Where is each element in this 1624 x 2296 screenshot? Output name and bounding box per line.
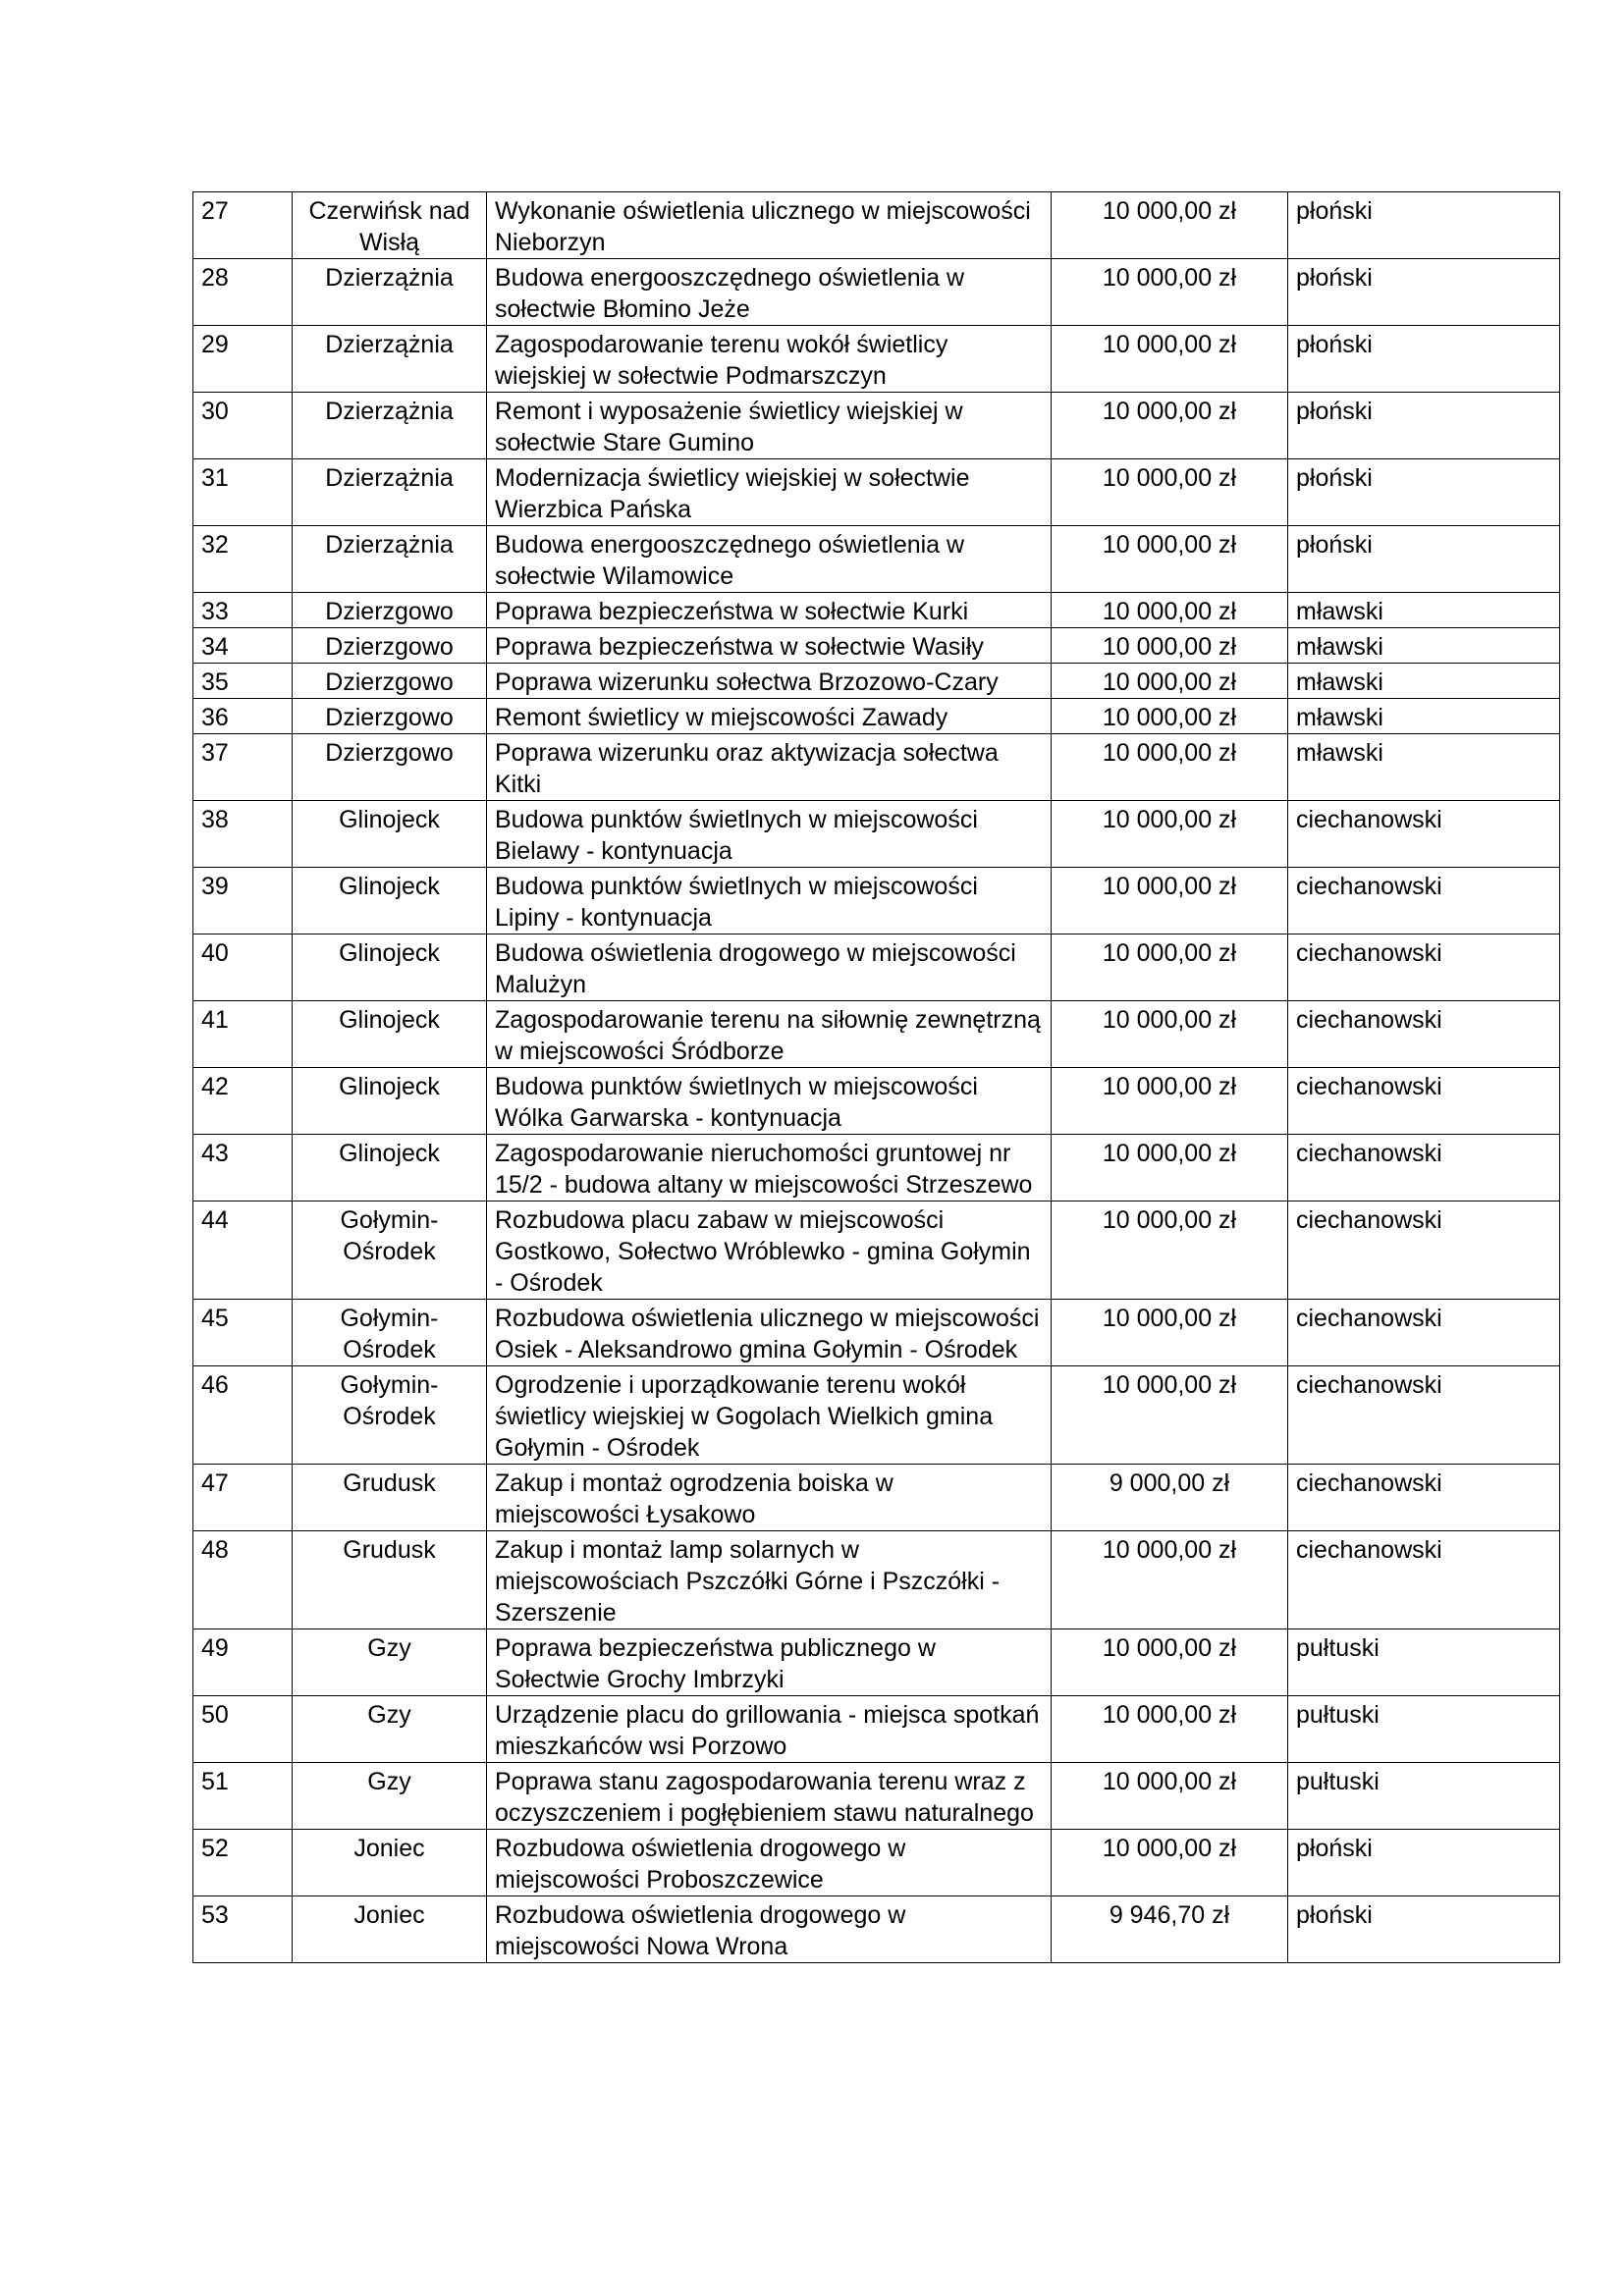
table-row	[193, 1300, 1560, 1366]
row-number: 36	[193, 699, 293, 734]
task-description-cell: Urządzenie placu do grillowania - miejsca spotkań mieszkańców wsi Porzowo	[487, 1696, 1052, 1763]
gmina-cell: Gołymin-Ośrodek	[293, 1201, 487, 1300]
table-row	[193, 628, 1560, 664]
row-number: 32	[193, 526, 293, 593]
powiat-cell: ciechanowski	[1288, 1201, 1560, 1300]
powiat-cell: mławski	[1288, 628, 1560, 664]
powiat-cell: płoński	[1288, 1896, 1560, 1963]
table-row	[193, 1896, 1560, 1963]
row-number: 47	[193, 1465, 293, 1531]
powiat-cell: mławski	[1288, 593, 1560, 628]
task-description-cell: Poprawa bezpieczeństwa w sołectwie Kurki	[487, 593, 1052, 628]
gmina-cell: Dzierzgowo	[293, 699, 487, 734]
gmina-cell: Grudusk	[293, 1531, 487, 1629]
powiat-cell: pułtuski	[1288, 1763, 1560, 1830]
amount-cell: 10 000,00 zł	[1052, 868, 1288, 934]
gmina-cell: Gzy	[293, 1763, 487, 1830]
table-row	[193, 934, 1560, 1001]
table-row	[193, 1068, 1560, 1135]
task-description-cell: Zakup i montaż lamp solarnych w miejscowościach Pszczółki Górne i Pszczółki - Szerszenie	[487, 1531, 1052, 1629]
amount-cell: 10 000,00 zł	[1052, 1001, 1288, 1068]
task-description-cell: Rozbudowa oświetlenia drogowego w miejscowości Proboszczewice	[487, 1830, 1052, 1896]
row-number: 38	[193, 801, 293, 868]
amount-cell: 10 000,00 zł	[1052, 1531, 1288, 1629]
amount-cell: 10 000,00 zł	[1052, 801, 1288, 868]
row-number: 31	[193, 459, 293, 526]
task-description-cell: Budowa energooszczędnego oświetlenia w sołectwie Błomino Jeże	[487, 259, 1052, 326]
row-number: 53	[193, 1896, 293, 1963]
powiat-cell: mławski	[1288, 664, 1560, 699]
task-description-cell: Zagospodarowanie nieruchomości gruntowej nr 15/2 - budowa altany w miejscowości Strzeszewo	[487, 1135, 1052, 1201]
gmina-cell: Dzierzążnia	[293, 459, 487, 526]
table-body	[193, 192, 1560, 1963]
powiat-cell: płoński	[1288, 459, 1560, 526]
row-number: 42	[193, 1068, 293, 1135]
task-description-cell: Poprawa wizerunku sołectwa Brzozowo-Czary	[487, 664, 1052, 699]
table-row	[193, 868, 1560, 934]
row-number: 43	[193, 1135, 293, 1201]
task-description-cell: Budowa punktów świetlnych w miejscowości Lipiny - kontynuacja	[487, 868, 1052, 934]
task-description-cell: Budowa energooszczędnego oświetlenia w sołectwie Wilamowice	[487, 526, 1052, 593]
table-row	[193, 1629, 1560, 1696]
table-row	[193, 1366, 1560, 1465]
gmina-cell: Glinojeck	[293, 1068, 487, 1135]
amount-cell: 10 000,00 zł	[1052, 1201, 1288, 1300]
row-number: 30	[193, 393, 293, 459]
task-description-cell: Zakup i montaż ogrodzenia boiska w miejscowości Łysakowo	[487, 1465, 1052, 1531]
table-row	[193, 1763, 1560, 1830]
task-description-cell: Rozbudowa placu zabaw w miejscowości Gostkowo, Sołectwo Wróblewko - gmina Gołymin - Ośrodek	[487, 1201, 1052, 1300]
row-number: 37	[193, 734, 293, 801]
gmina-cell: Dzierzgowo	[293, 628, 487, 664]
row-number: 52	[193, 1830, 293, 1896]
gmina-cell: Glinojeck	[293, 1001, 487, 1068]
powiat-cell: ciechanowski	[1288, 1135, 1560, 1201]
task-description-cell: Budowa punktów świetlnych w miejscowości Wólka Garwarska - kontynuacja	[487, 1068, 1052, 1135]
table-row	[193, 393, 1560, 459]
amount-cell: 10 000,00 zł	[1052, 459, 1288, 526]
row-number: 50	[193, 1696, 293, 1763]
powiat-cell: ciechanowski	[1288, 1068, 1560, 1135]
powiat-cell: mławski	[1288, 734, 1560, 801]
powiat-cell: ciechanowski	[1288, 868, 1560, 934]
task-description-cell: Budowa punktów świetlnych w miejscowości Bielawy - kontynuacja	[487, 801, 1052, 868]
gmina-cell: Dzierzążnia	[293, 259, 487, 326]
powiat-cell: płoński	[1288, 259, 1560, 326]
task-description-cell: Wykonanie oświetlenia ulicznego w miejscowości Nieborzyn	[487, 192, 1052, 259]
gmina-cell: Dzierzgowo	[293, 734, 487, 801]
gmina-cell: Gołymin-Ośrodek	[293, 1300, 487, 1366]
row-number: 41	[193, 1001, 293, 1068]
row-number: 35	[193, 664, 293, 699]
task-description-cell: Ogrodzenie i uporządkowanie terenu wokół świetlicy wiejskiej w Gogolach Wielkich gmina Gołymin - Ośrodek	[487, 1366, 1052, 1465]
gmina-cell: Glinojeck	[293, 934, 487, 1001]
row-number: 29	[193, 326, 293, 393]
powiat-cell: płoński	[1288, 192, 1560, 259]
table-row	[193, 801, 1560, 868]
task-description-cell: Rozbudowa oświetlenia ulicznego w miejscowości Osiek - Aleksandrowo gmina Gołymin - Ośrodek	[487, 1300, 1052, 1366]
amount-cell: 10 000,00 zł	[1052, 593, 1288, 628]
row-number: 28	[193, 259, 293, 326]
gmina-cell: Joniec	[293, 1896, 487, 1963]
amount-cell: 9 000,00 zł	[1052, 1465, 1288, 1531]
gmina-cell: Gzy	[293, 1629, 487, 1696]
gmina-cell: Dzierzgowo	[293, 593, 487, 628]
powiat-cell: ciechanowski	[1288, 934, 1560, 1001]
powiat-cell: ciechanowski	[1288, 801, 1560, 868]
powiat-cell: płoński	[1288, 1830, 1560, 1896]
amount-cell: 10 000,00 zł	[1052, 1300, 1288, 1366]
powiat-cell: pułtuski	[1288, 1696, 1560, 1763]
table-row	[193, 1696, 1560, 1763]
powiat-cell: płoński	[1288, 326, 1560, 393]
row-number: 39	[193, 868, 293, 934]
amount-cell: 10 000,00 zł	[1052, 1366, 1288, 1465]
gmina-cell: Glinojeck	[293, 801, 487, 868]
gmina-cell: Gzy	[293, 1696, 487, 1763]
amount-cell: 10 000,00 zł	[1052, 1629, 1288, 1696]
row-number: 49	[193, 1629, 293, 1696]
amount-cell: 10 000,00 zł	[1052, 664, 1288, 699]
gmina-cell: Dzierzgowo	[293, 664, 487, 699]
task-description-cell: Remont i wyposażenie świetlicy wiejskiej w sołectwie Stare Gumino	[487, 393, 1052, 459]
table-row	[193, 259, 1560, 326]
row-number: 51	[193, 1763, 293, 1830]
task-description-cell: Poprawa bezpieczeństwa w sołectwie Wasiły	[487, 628, 1052, 664]
amount-cell: 10 000,00 zł	[1052, 526, 1288, 593]
powiat-cell: ciechanowski	[1288, 1531, 1560, 1629]
gmina-cell: Grudusk	[293, 1465, 487, 1531]
task-description-cell: Poprawa stanu zagospodarowania terenu wraz z oczyszczeniem i pogłębieniem stawu naturalnego	[487, 1763, 1052, 1830]
task-description-cell: Remont świetlicy w miejscowości Zawady	[487, 699, 1052, 734]
row-number: 40	[193, 934, 293, 1001]
table-row	[193, 192, 1560, 259]
table-row	[193, 1001, 1560, 1068]
powiat-cell: ciechanowski	[1288, 1001, 1560, 1068]
grants-table	[192, 191, 1560, 1963]
powiat-cell: ciechanowski	[1288, 1465, 1560, 1531]
task-description-cell: Rozbudowa oświetlenia drogowego w miejscowości Nowa Wrona	[487, 1896, 1052, 1963]
amount-cell: 10 000,00 zł	[1052, 628, 1288, 664]
row-number: 44	[193, 1201, 293, 1300]
table-row	[193, 699, 1560, 734]
gmina-cell: Czerwińsk nad Wisłą	[293, 192, 487, 259]
table-row	[193, 326, 1560, 393]
task-description-cell: Poprawa bezpieczeństwa publicznego w Sołectwie Grochy Imbrzyki	[487, 1629, 1052, 1696]
table-row	[193, 1465, 1560, 1531]
table-row	[193, 1135, 1560, 1201]
row-number: 33	[193, 593, 293, 628]
powiat-cell: mławski	[1288, 699, 1560, 734]
powiat-cell: ciechanowski	[1288, 1300, 1560, 1366]
row-number: 34	[193, 628, 293, 664]
gmina-cell: Dzierzążnia	[293, 393, 487, 459]
task-description-cell: Poprawa wizerunku oraz aktywizacja sołectwa Kitki	[487, 734, 1052, 801]
amount-cell: 10 000,00 zł	[1052, 1135, 1288, 1201]
task-description-cell: Modernizacja świetlicy wiejskiej w sołectwie Wierzbica Pańska	[487, 459, 1052, 526]
amount-cell: 10 000,00 zł	[1052, 1830, 1288, 1896]
row-number: 27	[193, 192, 293, 259]
gmina-cell: Gołymin-Ośrodek	[293, 1366, 487, 1465]
powiat-cell: pułtuski	[1288, 1629, 1560, 1696]
table-row	[193, 593, 1560, 628]
amount-cell: 10 000,00 zł	[1052, 259, 1288, 326]
row-number: 48	[193, 1531, 293, 1629]
amount-cell: 10 000,00 zł	[1052, 1763, 1288, 1830]
gmina-cell: Glinojeck	[293, 1135, 487, 1201]
gmina-cell: Dzierzążnia	[293, 326, 487, 393]
amount-cell: 9 946,70 zł	[1052, 1896, 1288, 1963]
powiat-cell: ciechanowski	[1288, 1366, 1560, 1465]
table-row	[193, 459, 1560, 526]
task-description-cell: Budowa oświetlenia drogowego w miejscowości Malużyn	[487, 934, 1052, 1001]
table-row	[193, 526, 1560, 593]
table-row	[193, 664, 1560, 699]
amount-cell: 10 000,00 zł	[1052, 699, 1288, 734]
amount-cell: 10 000,00 zł	[1052, 192, 1288, 259]
gmina-cell: Dzierzążnia	[293, 526, 487, 593]
task-description-cell: Zagospodarowanie terenu na siłownię zewnętrzną w miejscowości Śródborze	[487, 1001, 1052, 1068]
task-description-cell: Zagospodarowanie terenu wokół świetlicy wiejskiej w sołectwie Podmarszczyn	[487, 326, 1052, 393]
gmina-cell: Glinojeck	[293, 868, 487, 934]
powiat-cell: płoński	[1288, 393, 1560, 459]
amount-cell: 10 000,00 zł	[1052, 934, 1288, 1001]
table-row	[193, 1531, 1560, 1629]
table-row	[193, 1201, 1560, 1300]
amount-cell: 10 000,00 zł	[1052, 326, 1288, 393]
table-row	[193, 734, 1560, 801]
row-number: 45	[193, 1300, 293, 1366]
table-row	[193, 1830, 1560, 1896]
amount-cell: 10 000,00 zł	[1052, 734, 1288, 801]
amount-cell: 10 000,00 zł	[1052, 393, 1288, 459]
amount-cell: 10 000,00 zł	[1052, 1696, 1288, 1763]
gmina-cell: Joniec	[293, 1830, 487, 1896]
row-number: 46	[193, 1366, 293, 1465]
powiat-cell: płoński	[1288, 526, 1560, 593]
amount-cell: 10 000,00 zł	[1052, 1068, 1288, 1135]
